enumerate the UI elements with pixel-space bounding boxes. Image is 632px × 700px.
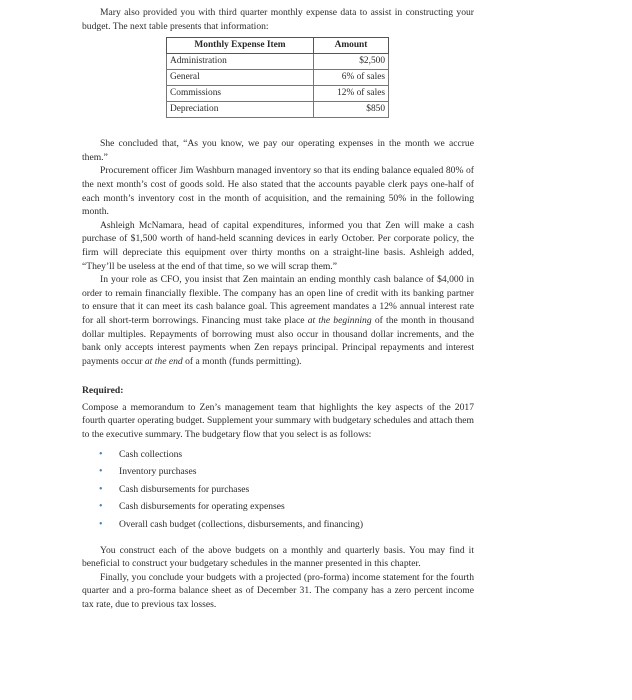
bullet-icon: •	[99, 448, 103, 460]
paragraph-cash-balance	[82, 273, 474, 368]
expense-amount-cell: 6% of sales	[314, 70, 389, 86]
table-row	[167, 86, 389, 102]
emphasis-beginning: at the beginning	[307, 314, 372, 326]
list-item	[82, 463, 474, 481]
required-heading: Required:	[82, 385, 124, 397]
list-item	[82, 481, 474, 499]
closing-paragraph-monthly: You construct each of the above budgets on a monthly and quarterly basis. You may find it beneficial to construct your budgetary schedules in the manner presented in this chapter.	[82, 544, 474, 570]
expense-item-cell: Administration	[167, 54, 314, 70]
expense-table-header-row	[167, 38, 389, 54]
list-item-label: Inventory purchases	[119, 466, 197, 478]
document-page	[82, 6, 474, 612]
expense-amount-cell: 12% of sales	[314, 86, 389, 102]
expense-amount-cell: $850	[314, 102, 389, 118]
expense-table	[166, 37, 389, 118]
paragraph-capital-expenditures: Ashleigh McNamara, head of capital expenditures, informed you that Zen will make a cash purchase of $1,500 worth of hand-held scanning devices in early October. Per corporate policy, the firm will depreciate this equipment over thirty months on a straight-line basis. Ashleigh added, “They’ll be useless at the end of that time, so we will scrap them.”	[82, 219, 474, 272]
list-item-label: Cash disbursements for operating expenses	[119, 501, 285, 513]
table-row	[167, 54, 389, 70]
expense-amount-cell: $2,500	[314, 54, 389, 70]
list-item-label: Cash disbursements for purchases	[119, 483, 250, 495]
expense-item-cell: Depreciation	[167, 102, 314, 118]
list-item	[82, 516, 474, 534]
required-body: Compose a memorandum to Zen’s management team that highlights the key aspects of the 2017 fourth quarter operating budget. Supplement your summary with budgetary schedules and attach them to the executive summary. The budgetary flow that you select is as follows:	[82, 401, 474, 441]
paragraph-operating-expenses: She concluded that, “As you know, we pay our operating expenses in the month we accrue them.”	[82, 138, 474, 163]
bullet-icon: •	[99, 519, 103, 531]
table-row	[167, 70, 389, 86]
list-item-label: Overall cash budget (collections, disbursements, and financing)	[119, 519, 364, 531]
header-amount: Amount	[314, 38, 389, 54]
paragraph-cash-balance-part-b: of the month in thousand dollar multiples. Repayments of borrowing must also occur in thousand dollar increments, and the bank only accepts interest payments when Zen repays principal. Principal repayments and interest payments occur	[82, 314, 474, 367]
list-item	[82, 446, 474, 464]
header-expense-item: Monthly Expense Item	[167, 38, 314, 54]
bullet-icon: •	[99, 466, 103, 478]
closing-paragraph-pro-forma: Finally, you conclude your budgets with a projected (pro-forma) income statement for the fourth quarter and a pro-forma balance sheet as of December 31. The company has a zero percent income tax rate, due to previous tax losses.	[82, 571, 474, 610]
bullet-icon: •	[99, 483, 103, 495]
intro-paragraph: Mary also provided you with third quarter monthly expense data to assist in constructing your budget. The next table presents that information:	[82, 7, 474, 32]
emphasis-end: at the end	[144, 355, 183, 367]
paragraph-inventory: Procurement officer Jim Washburn managed inventory so that its ending balance equaled 80% of the next month’s cost of goods sold. He also stated that the accounts payable clerk pays one-half of each month’s inventory cost in the month of acquisition, and the remaining 50% in the following month.	[82, 165, 474, 218]
list-item-label: Cash collections	[119, 448, 183, 460]
table-row	[167, 102, 389, 118]
bullet-icon: •	[99, 501, 103, 513]
list-item	[82, 498, 474, 516]
paragraph-cash-balance-part-c: of a month (funds permitting).	[182, 355, 302, 367]
expense-item-cell: Commissions	[167, 86, 314, 102]
paragraph-cash-balance-part-a: In your role as CFO, you insist that Zen maintain an ending monthly cash balance of $4,000 in order to remain financially flexible. The company has an open line of credit with its banking partner to ensure that it can meet its cash balance goal. This agreement mandates a 12% annual interest rate for all short-term borrowings. Financing must take place	[82, 274, 474, 326]
expense-item-cell: General	[167, 70, 314, 86]
budget-flow-list	[82, 446, 474, 534]
